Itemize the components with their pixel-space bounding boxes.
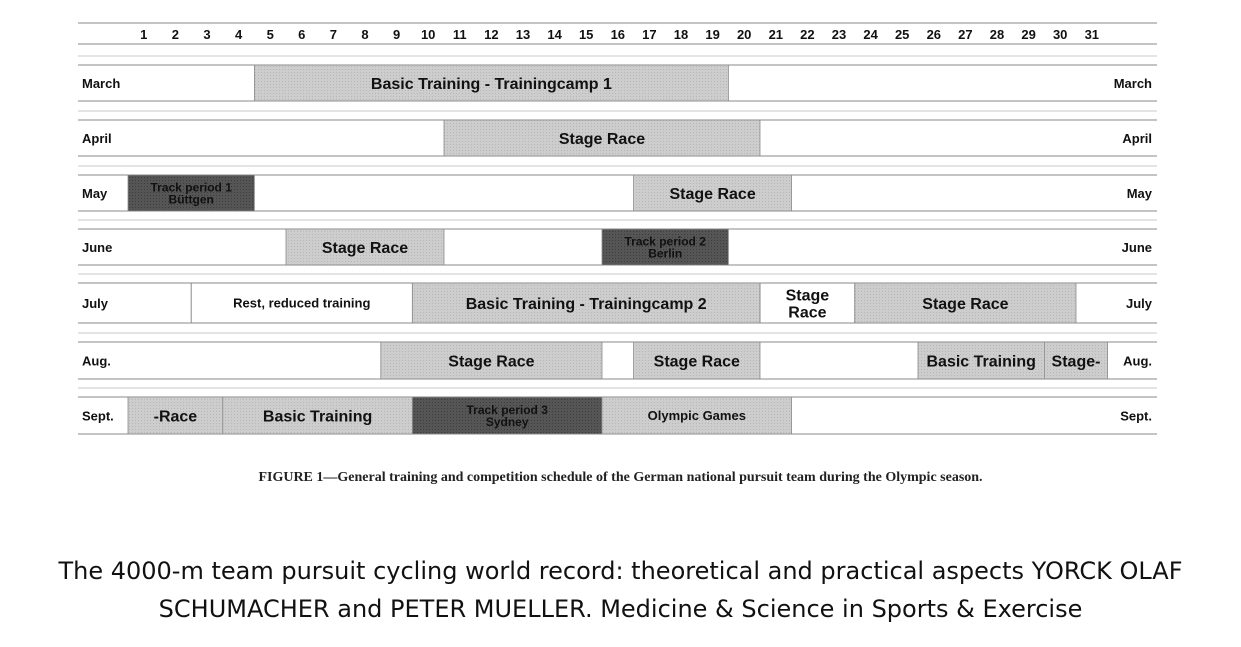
day-number: 12 xyxy=(484,27,499,42)
day-number: 15 xyxy=(578,27,594,42)
bar-label: Stage xyxy=(785,287,830,305)
day-number: 29 xyxy=(1021,27,1036,42)
day-number: 9 xyxy=(392,27,401,42)
day-number: 26 xyxy=(926,27,942,42)
month-label-left: April xyxy=(82,131,112,146)
day-number: 8 xyxy=(361,27,369,42)
figure-caption: FIGURE 1—General training and competition schedule of the German national pursuit team during the Olympic season. xyxy=(258,470,983,485)
day-number: 27 xyxy=(958,27,973,42)
day-number: 2 xyxy=(171,27,180,42)
bar-label: Stage- xyxy=(1051,353,1101,371)
bar-label: -Race xyxy=(153,408,198,426)
month-label-right: May xyxy=(1126,186,1152,201)
bar-label: Race xyxy=(788,304,827,322)
bar-label: Stage Race xyxy=(669,185,756,203)
month-label-right: Sept. xyxy=(1120,408,1152,424)
month-label-right: Aug. xyxy=(1123,353,1152,369)
day-number: 21 xyxy=(768,27,784,42)
bar-label: Basic Training xyxy=(262,408,373,426)
day-number: 7 xyxy=(329,27,338,42)
bar-label: Track period 1 xyxy=(150,180,232,195)
bar-label: Track period 2 xyxy=(624,234,706,249)
month-label-right: June xyxy=(1121,240,1152,255)
day-number: 31 xyxy=(1084,27,1100,42)
month-label-right: March xyxy=(1113,76,1152,91)
bar-label: Stage Race xyxy=(653,353,740,371)
day-number: 18 xyxy=(673,27,689,42)
day-number: 11 xyxy=(452,27,467,42)
bar-label: Büttgen xyxy=(168,192,214,207)
bar-label: Stage Race xyxy=(321,239,409,257)
month-label-left: July xyxy=(82,296,109,311)
day-number: 19 xyxy=(705,27,720,42)
day-number: 17 xyxy=(642,27,657,42)
day-number: 30 xyxy=(1052,27,1068,42)
month-label-left: Aug. xyxy=(82,353,111,369)
day-number: 6 xyxy=(298,27,306,42)
month-label-left: Sept. xyxy=(82,408,114,424)
month-label-left: May xyxy=(82,186,108,201)
bar-label: Berlin xyxy=(648,246,683,261)
day-number: 16 xyxy=(610,27,626,42)
month-label-left: June xyxy=(82,240,113,255)
bar-label: Sydney xyxy=(485,414,529,429)
bar-label: Track period 3 xyxy=(466,402,548,417)
month-label-right: July xyxy=(1125,296,1152,311)
bar-label: Basic Training xyxy=(926,353,1036,371)
day-number: 23 xyxy=(831,27,847,42)
bar-label: Stage Race xyxy=(448,353,535,371)
citation-line-1: The 4000-m team pursuit cycling world record: theoretical and practical aspects YORCK OLAF xyxy=(58,557,1183,585)
day-number: 24 xyxy=(863,27,878,42)
day-number: 13 xyxy=(515,27,531,42)
day-number: 22 xyxy=(800,27,815,42)
day-number: 5 xyxy=(266,27,274,42)
bar-label: Basic Training - Trainingcamp 1 xyxy=(370,75,612,93)
bar-label: Rest, reduced training xyxy=(233,295,371,311)
bar-label: Olympic Games xyxy=(647,408,746,424)
day-number: 28 xyxy=(989,27,1005,42)
day-number: 1 xyxy=(140,27,148,42)
bar-label: Stage Race xyxy=(558,130,646,148)
day-number: 25 xyxy=(894,27,910,42)
day-number: 14 xyxy=(547,27,562,42)
day-number: 3 xyxy=(203,27,211,42)
month-label-right: April xyxy=(1122,131,1152,146)
day-number: 10 xyxy=(420,27,436,42)
month-label-left: March xyxy=(82,76,121,91)
bar-label: Stage Race xyxy=(922,295,1009,313)
citation-line-2: SCHUMACHER and PETER MUELLER. Medicine & Science in Sports & Exercise xyxy=(158,595,1083,623)
day-number: 4 xyxy=(234,27,243,42)
citation xyxy=(0,552,1241,628)
day-number: 20 xyxy=(736,27,752,42)
bar-label: Basic Training - Trainingcamp 2 xyxy=(465,295,707,313)
